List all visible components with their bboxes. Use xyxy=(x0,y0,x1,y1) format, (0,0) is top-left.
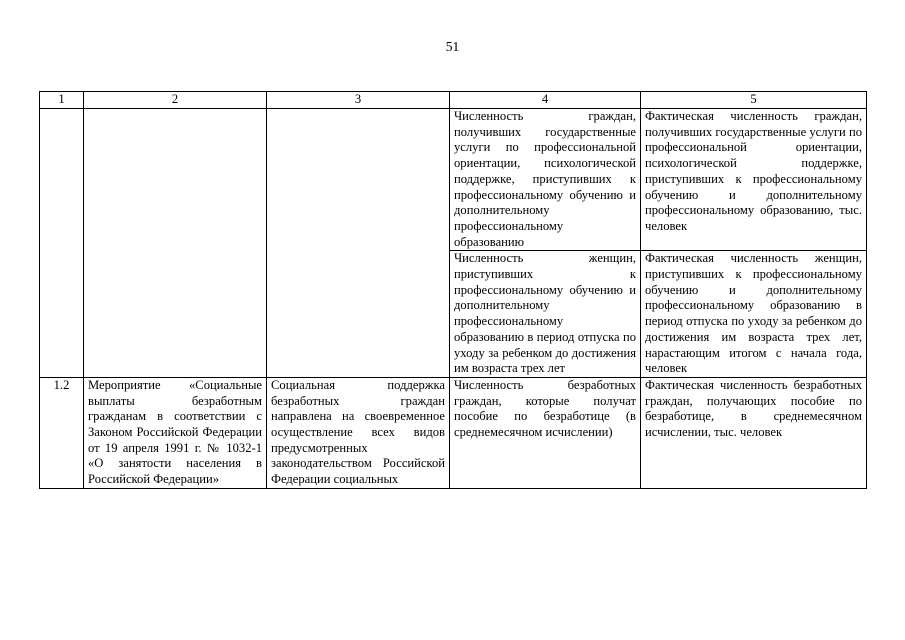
indicators-table xyxy=(39,91,867,489)
indicator-cell: Численность граждан, получивших государственные услуги по профессиональной ориентации, психологической поддержке, приступивших к профессиональному обучению и дополнительному профессиональному образованию xyxy=(450,109,641,251)
activity-cell: Мероприятие «Социальные выплаты безработным гражданам в соответствии с Законом Российской Федерации от 19 апреля 1991 г. № 1032-1 «О занятости населения в Российской Федерации» xyxy=(84,377,267,488)
indicator-cell: Численность безработных граждан, которые получат пособие по безработице (в среднемесячном исчислении) xyxy=(450,377,641,488)
column-header: 1 xyxy=(40,92,84,109)
page-number: 51 xyxy=(445,39,460,54)
indicator-value-cell: Фактическая численность безработных граждан, получающих пособие по безработице, в среднемесячном исчислении, тыс. человек xyxy=(641,377,867,488)
row-number-cell xyxy=(40,109,84,378)
column-header: 3 xyxy=(267,92,450,109)
table-row xyxy=(40,377,867,488)
indicator-value-cell: Фактическая численность женщин, приступивших к профессиональному обучению и дополнительному профессиональному образованию в период отпуска по уходу за ребенком до достижения им возраста трех лет, нарастающим итогом с начала года, человек xyxy=(641,251,867,378)
indicator-cell: Численность женщин, приступивших к профессиональному обучению и дополнительному профессиональному образованию в период отпуска по уходу за ребенком до достижения им возраста трех лет xyxy=(450,251,641,378)
row-number-cell: 1.2 xyxy=(40,377,84,488)
activity-cell xyxy=(84,109,267,378)
column-header: 4 xyxy=(450,92,641,109)
column-header: 2 xyxy=(84,92,267,109)
description-cell: Социальная поддержка безработных граждан направлена на своевременное осуществление всех видов предусмотренных законодательством Российской Федерации социальных xyxy=(267,377,450,488)
description-cell xyxy=(267,109,450,378)
column-header: 5 xyxy=(641,92,867,109)
table-row xyxy=(40,109,867,251)
table-header-row xyxy=(40,92,867,109)
indicator-value-cell: Фактическая численность граждан, получивших государственные услуги по профессиональной ориентации, психологической поддержке, приступивших к профессиональному обучению и дополнительному профессиональному образованию, тыс. человек xyxy=(641,109,867,251)
